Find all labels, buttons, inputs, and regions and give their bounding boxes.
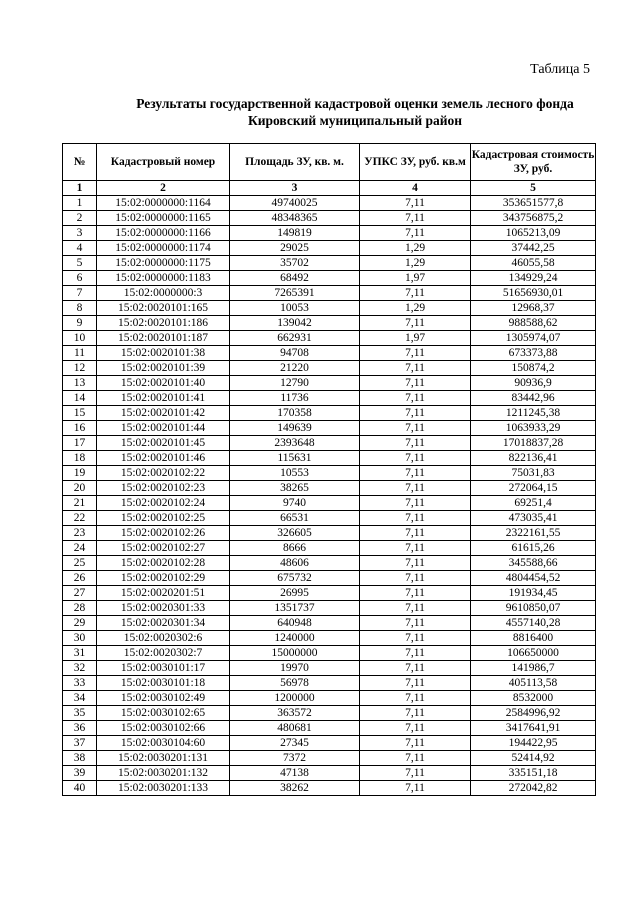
row-number-cell: 5 xyxy=(63,256,97,271)
cadastral-number-cell: 15:02:0020101:45 xyxy=(97,436,230,451)
table-row xyxy=(63,571,596,586)
cadastral-number-cell: 15:02:0020102:27 xyxy=(97,541,230,556)
cadastral-value-cell: 4557140,28 xyxy=(471,616,596,631)
table-row xyxy=(63,406,596,421)
table-row xyxy=(63,376,596,391)
table-label: Таблица 5 xyxy=(530,62,590,77)
table-row xyxy=(63,496,596,511)
table-row xyxy=(63,346,596,361)
specific-value-cell: 7,11 xyxy=(360,226,471,241)
cadastral-number-cell: 15:02:0030102:65 xyxy=(97,706,230,721)
table-row xyxy=(63,631,596,646)
row-number-cell: 31 xyxy=(63,646,97,661)
specific-value-cell: 7,11 xyxy=(360,406,471,421)
cadastral-value-cell: 4804454,52 xyxy=(471,571,596,586)
cadastral-number-cell: 15:02:0030201:133 xyxy=(97,781,230,796)
cadastral-number-cell: 15:02:0020102:22 xyxy=(97,466,230,481)
cadastral-table xyxy=(62,143,596,796)
specific-value-cell: 7,11 xyxy=(360,646,471,661)
specific-value-cell: 7,11 xyxy=(360,511,471,526)
table-row xyxy=(63,736,596,751)
row-number-cell: 35 xyxy=(63,706,97,721)
area-cell: 149819 xyxy=(230,226,360,241)
cadastral-number-cell: 15:02:0000000:1174 xyxy=(97,241,230,256)
cadastral-number-cell: 15:02:0000000:1175 xyxy=(97,256,230,271)
table-row xyxy=(63,541,596,556)
area-cell: 326605 xyxy=(230,526,360,541)
cadastral-number-cell: 15:02:0030102:66 xyxy=(97,721,230,736)
table-row xyxy=(63,766,596,781)
cadastral-value-cell: 83442,96 xyxy=(471,391,596,406)
row-number-cell: 24 xyxy=(63,541,97,556)
cadastral-value-cell: 106650000 xyxy=(471,646,596,661)
table-row xyxy=(63,616,596,631)
cadastral-number-cell: 15:02:0020101:40 xyxy=(97,376,230,391)
row-number-cell: 11 xyxy=(63,346,97,361)
cadastral-number-cell: 15:02:0020102:29 xyxy=(97,571,230,586)
row-number-cell: 32 xyxy=(63,661,97,676)
area-cell: 56978 xyxy=(230,676,360,691)
table-row xyxy=(63,676,596,691)
row-number-cell: 39 xyxy=(63,766,97,781)
row-number-cell: 27 xyxy=(63,586,97,601)
cadastral-value-cell: 134929,24 xyxy=(471,271,596,286)
cadastral-number-cell: 15:02:0020101:46 xyxy=(97,451,230,466)
area-cell: 675732 xyxy=(230,571,360,586)
cadastral-number-cell: 15:02:0020102:25 xyxy=(97,511,230,526)
cadastral-value-cell: 272064,15 xyxy=(471,481,596,496)
cadastral-value-cell: 2584996,92 xyxy=(471,706,596,721)
area-cell: 49740025 xyxy=(230,196,360,211)
cadastral-number-cell: 15:02:0020302:7 xyxy=(97,646,230,661)
table-row xyxy=(63,331,596,346)
cadastral-value-cell: 1063933,29 xyxy=(471,421,596,436)
specific-value-cell: 7,11 xyxy=(360,196,471,211)
specific-value-cell: 7,11 xyxy=(360,316,471,331)
cadastral-value-cell: 2322161,55 xyxy=(471,526,596,541)
specific-value-cell: 7,11 xyxy=(360,361,471,376)
specific-value-cell: 7,11 xyxy=(360,526,471,541)
cadastral-value-cell: 1211245,38 xyxy=(471,406,596,421)
area-cell: 47138 xyxy=(230,766,360,781)
table-row xyxy=(63,256,596,271)
area-cell: 7372 xyxy=(230,751,360,766)
specific-value-cell: 7,11 xyxy=(360,391,471,406)
cadastral-number-cell: 15:02:0020102:23 xyxy=(97,481,230,496)
header-number: № xyxy=(63,144,97,181)
table-row xyxy=(63,436,596,451)
specific-value-cell: 7,11 xyxy=(360,496,471,511)
table-row xyxy=(63,286,596,301)
area-cell: 19970 xyxy=(230,661,360,676)
area-cell: 480681 xyxy=(230,721,360,736)
row-number-cell: 3 xyxy=(63,226,97,241)
row-number-cell: 8 xyxy=(63,301,97,316)
cadastral-number-cell: 15:02:0000000:3 xyxy=(97,286,230,301)
cadastral-value-cell: 150874,2 xyxy=(471,361,596,376)
table-row xyxy=(63,511,596,526)
specific-value-cell: 7,11 xyxy=(360,571,471,586)
area-cell: 640948 xyxy=(230,616,360,631)
row-number-cell: 33 xyxy=(63,676,97,691)
table-row xyxy=(63,706,596,721)
row-number-cell: 25 xyxy=(63,556,97,571)
area-cell: 2393648 xyxy=(230,436,360,451)
cadastral-number-cell: 15:02:0000000:1166 xyxy=(97,226,230,241)
header-cadastral-number: Кадастровый номер xyxy=(97,144,230,181)
specific-value-cell: 1,97 xyxy=(360,271,471,286)
cadastral-value-cell: 3417641,91 xyxy=(471,721,596,736)
cadastral-number-cell: 15:02:0020102:28 xyxy=(97,556,230,571)
area-cell: 115631 xyxy=(230,451,360,466)
row-number-cell: 7 xyxy=(63,286,97,301)
area-cell: 12790 xyxy=(230,376,360,391)
cadastral-number-cell: 15:02:0030201:131 xyxy=(97,751,230,766)
area-cell: 7265391 xyxy=(230,286,360,301)
table-row xyxy=(63,661,596,676)
column-number: 1 xyxy=(63,181,97,196)
cadastral-value-cell: 17018837,28 xyxy=(471,436,596,451)
row-number-cell: 4 xyxy=(63,241,97,256)
specific-value-cell: 7,11 xyxy=(360,736,471,751)
cadastral-number-cell: 15:02:0020302:6 xyxy=(97,631,230,646)
table-row xyxy=(63,316,596,331)
cadastral-value-cell: 51656930,01 xyxy=(471,286,596,301)
specific-value-cell: 7,11 xyxy=(360,706,471,721)
area-cell: 68492 xyxy=(230,271,360,286)
area-cell: 139042 xyxy=(230,316,360,331)
table-row xyxy=(63,781,596,796)
table-header-row xyxy=(63,144,596,181)
table-row xyxy=(63,421,596,436)
area-cell: 363572 xyxy=(230,706,360,721)
table-row xyxy=(63,271,596,286)
table-row xyxy=(63,751,596,766)
area-cell: 1351737 xyxy=(230,601,360,616)
specific-value-cell: 7,11 xyxy=(360,721,471,736)
specific-value-cell: 7,11 xyxy=(360,631,471,646)
area-cell: 10553 xyxy=(230,466,360,481)
cadastral-value-cell: 673373,88 xyxy=(471,346,596,361)
specific-value-cell: 7,11 xyxy=(360,766,471,781)
row-number-cell: 40 xyxy=(63,781,97,796)
cadastral-value-cell: 46055,58 xyxy=(471,256,596,271)
specific-value-cell: 7,11 xyxy=(360,601,471,616)
specific-value-cell: 1,29 xyxy=(360,256,471,271)
table-row xyxy=(63,481,596,496)
specific-value-cell: 7,11 xyxy=(360,541,471,556)
cadastral-number-cell: 15:02:0000000:1183 xyxy=(97,271,230,286)
row-number-cell: 30 xyxy=(63,631,97,646)
area-cell: 9740 xyxy=(230,496,360,511)
cadastral-number-cell: 15:02:0020101:44 xyxy=(97,421,230,436)
specific-value-cell: 7,11 xyxy=(360,286,471,301)
table-row xyxy=(63,556,596,571)
cadastral-number-cell: 15:02:0020101:42 xyxy=(97,406,230,421)
specific-value-cell: 1,29 xyxy=(360,241,471,256)
area-cell: 1200000 xyxy=(230,691,360,706)
cadastral-value-cell: 405113,58 xyxy=(471,676,596,691)
specific-value-cell: 7,11 xyxy=(360,211,471,226)
cadastral-number-cell: 15:02:0020101:186 xyxy=(97,316,230,331)
table-row xyxy=(63,526,596,541)
cadastral-number-cell: 15:02:0020301:33 xyxy=(97,601,230,616)
specific-value-cell: 1,97 xyxy=(360,331,471,346)
column-number: 2 xyxy=(97,181,230,196)
cadastral-number-cell: 15:02:0020101:165 xyxy=(97,301,230,316)
row-number-cell: 14 xyxy=(63,391,97,406)
cadastral-number-cell: 15:02:0000000:1165 xyxy=(97,211,230,226)
specific-value-cell: 1,29 xyxy=(360,301,471,316)
cadastral-value-cell: 345588,66 xyxy=(471,556,596,571)
cadastral-number-cell: 15:02:0020102:24 xyxy=(97,496,230,511)
cadastral-number-cell: 15:02:0020101:38 xyxy=(97,346,230,361)
specific-value-cell: 7,11 xyxy=(360,586,471,601)
cadastral-value-cell: 37442,25 xyxy=(471,241,596,256)
row-number-cell: 9 xyxy=(63,316,97,331)
area-cell: 38265 xyxy=(230,481,360,496)
cadastral-number-cell: 15:02:0020101:187 xyxy=(97,331,230,346)
row-number-cell: 38 xyxy=(63,751,97,766)
specific-value-cell: 7,11 xyxy=(360,481,471,496)
cadastral-value-cell: 69251,4 xyxy=(471,496,596,511)
specific-value-cell: 7,11 xyxy=(360,436,471,451)
table-row xyxy=(63,226,596,241)
area-cell: 8666 xyxy=(230,541,360,556)
row-number-cell: 37 xyxy=(63,736,97,751)
row-number-cell: 19 xyxy=(63,466,97,481)
specific-value-cell: 7,11 xyxy=(360,556,471,571)
area-cell: 15000000 xyxy=(230,646,360,661)
cadastral-number-cell: 15:02:0020101:39 xyxy=(97,361,230,376)
area-cell: 27345 xyxy=(230,736,360,751)
document-title xyxy=(60,95,640,129)
row-number-cell: 6 xyxy=(63,271,97,286)
column-number: 4 xyxy=(360,181,471,196)
cadastral-number-cell: 15:02:0020101:41 xyxy=(97,391,230,406)
specific-value-cell: 7,11 xyxy=(360,691,471,706)
row-number-cell: 20 xyxy=(63,481,97,496)
row-number-cell: 13 xyxy=(63,376,97,391)
cadastral-value-cell: 1305974,07 xyxy=(471,331,596,346)
area-cell: 48348365 xyxy=(230,211,360,226)
row-number-cell: 1 xyxy=(63,196,97,211)
cadastral-number-cell: 15:02:0020201:51 xyxy=(97,586,230,601)
table-row xyxy=(63,451,596,466)
table-row xyxy=(63,361,596,376)
table-row xyxy=(63,691,596,706)
cadastral-value-cell: 191934,45 xyxy=(471,586,596,601)
cadastral-value-cell: 335151,18 xyxy=(471,766,596,781)
area-cell: 662931 xyxy=(230,331,360,346)
row-number-cell: 22 xyxy=(63,511,97,526)
cadastral-number-cell: 15:02:0020301:34 xyxy=(97,616,230,631)
area-cell: 10053 xyxy=(230,301,360,316)
cadastral-value-cell: 8532000 xyxy=(471,691,596,706)
row-number-cell: 26 xyxy=(63,571,97,586)
cadastral-value-cell: 141986,7 xyxy=(471,661,596,676)
row-number-cell: 36 xyxy=(63,721,97,736)
specific-value-cell: 7,11 xyxy=(360,661,471,676)
area-cell: 35702 xyxy=(230,256,360,271)
area-cell: 29025 xyxy=(230,241,360,256)
cadastral-value-cell: 12968,37 xyxy=(471,301,596,316)
header-specific-value: УПКС ЗУ, руб. кв.м xyxy=(360,144,471,181)
specific-value-cell: 7,11 xyxy=(360,751,471,766)
cadastral-value-cell: 272042,82 xyxy=(471,781,596,796)
cadastral-value-cell: 194422,95 xyxy=(471,736,596,751)
row-number-cell: 2 xyxy=(63,211,97,226)
table-row xyxy=(63,196,596,211)
table-row xyxy=(63,721,596,736)
table-row xyxy=(63,391,596,406)
cadastral-number-cell: 15:02:0020102:26 xyxy=(97,526,230,541)
header-cadastral-value: Кадастровая стоимость ЗУ, руб. xyxy=(471,144,596,181)
area-cell: 66531 xyxy=(230,511,360,526)
area-cell: 1240000 xyxy=(230,631,360,646)
area-cell: 26995 xyxy=(230,586,360,601)
cadastral-value-cell: 1065213,09 xyxy=(471,226,596,241)
cadastral-value-cell: 8816400 xyxy=(471,631,596,646)
area-cell: 170358 xyxy=(230,406,360,421)
row-number-cell: 28 xyxy=(63,601,97,616)
cadastral-value-cell: 353651577,8 xyxy=(471,196,596,211)
cadastral-value-cell: 61615,26 xyxy=(471,541,596,556)
title-line-1: Результаты государственной кадастровой оценки земель лесного фонда xyxy=(136,96,574,111)
area-cell: 38262 xyxy=(230,781,360,796)
table-row xyxy=(63,301,596,316)
specific-value-cell: 7,11 xyxy=(360,781,471,796)
row-number-cell: 15 xyxy=(63,406,97,421)
cadastral-number-cell: 15:02:0030104:60 xyxy=(97,736,230,751)
row-number-cell: 21 xyxy=(63,496,97,511)
table-row xyxy=(63,241,596,256)
specific-value-cell: 7,11 xyxy=(360,466,471,481)
cadastral-number-cell: 15:02:0030201:132 xyxy=(97,766,230,781)
cadastral-value-cell: 75031,83 xyxy=(471,466,596,481)
column-number-row xyxy=(63,181,596,196)
cadastral-value-cell: 473035,41 xyxy=(471,511,596,526)
area-cell: 94708 xyxy=(230,346,360,361)
title-line-2: Кировский муниципальный район xyxy=(247,113,463,128)
row-number-cell: 34 xyxy=(63,691,97,706)
table-row xyxy=(63,211,596,226)
specific-value-cell: 7,11 xyxy=(360,676,471,691)
cadastral-value-cell: 90936,9 xyxy=(471,376,596,391)
cadastral-number-cell: 15:02:0030102:49 xyxy=(97,691,230,706)
cadastral-value-cell: 52414,92 xyxy=(471,751,596,766)
table-row xyxy=(63,646,596,661)
table-row xyxy=(63,601,596,616)
cadastral-value-cell: 822136,41 xyxy=(471,451,596,466)
cadastral-number-cell: 15:02:0030101:17 xyxy=(97,661,230,676)
row-number-cell: 10 xyxy=(63,331,97,346)
area-cell: 149639 xyxy=(230,421,360,436)
area-cell: 11736 xyxy=(230,391,360,406)
specific-value-cell: 7,11 xyxy=(360,346,471,361)
specific-value-cell: 7,11 xyxy=(360,376,471,391)
row-number-cell: 23 xyxy=(63,526,97,541)
row-number-cell: 16 xyxy=(63,421,97,436)
cadastral-value-cell: 9610850,07 xyxy=(471,601,596,616)
column-number: 5 xyxy=(471,181,596,196)
specific-value-cell: 7,11 xyxy=(360,451,471,466)
cadastral-value-cell: 988588,62 xyxy=(471,316,596,331)
column-number: 3 xyxy=(230,181,360,196)
specific-value-cell: 7,11 xyxy=(360,616,471,631)
row-number-cell: 29 xyxy=(63,616,97,631)
table-row xyxy=(63,466,596,481)
row-number-cell: 17 xyxy=(63,436,97,451)
row-number-cell: 12 xyxy=(63,361,97,376)
cadastral-number-cell: 15:02:0030101:18 xyxy=(97,676,230,691)
header-area: Площадь ЗУ, кв. м. xyxy=(230,144,360,181)
row-number-cell: 18 xyxy=(63,451,97,466)
area-cell: 21220 xyxy=(230,361,360,376)
specific-value-cell: 7,11 xyxy=(360,421,471,436)
cadastral-value-cell: 343756875,2 xyxy=(471,211,596,226)
cadastral-number-cell: 15:02:0000000:1164 xyxy=(97,196,230,211)
area-cell: 48606 xyxy=(230,556,360,571)
table-row xyxy=(63,586,596,601)
